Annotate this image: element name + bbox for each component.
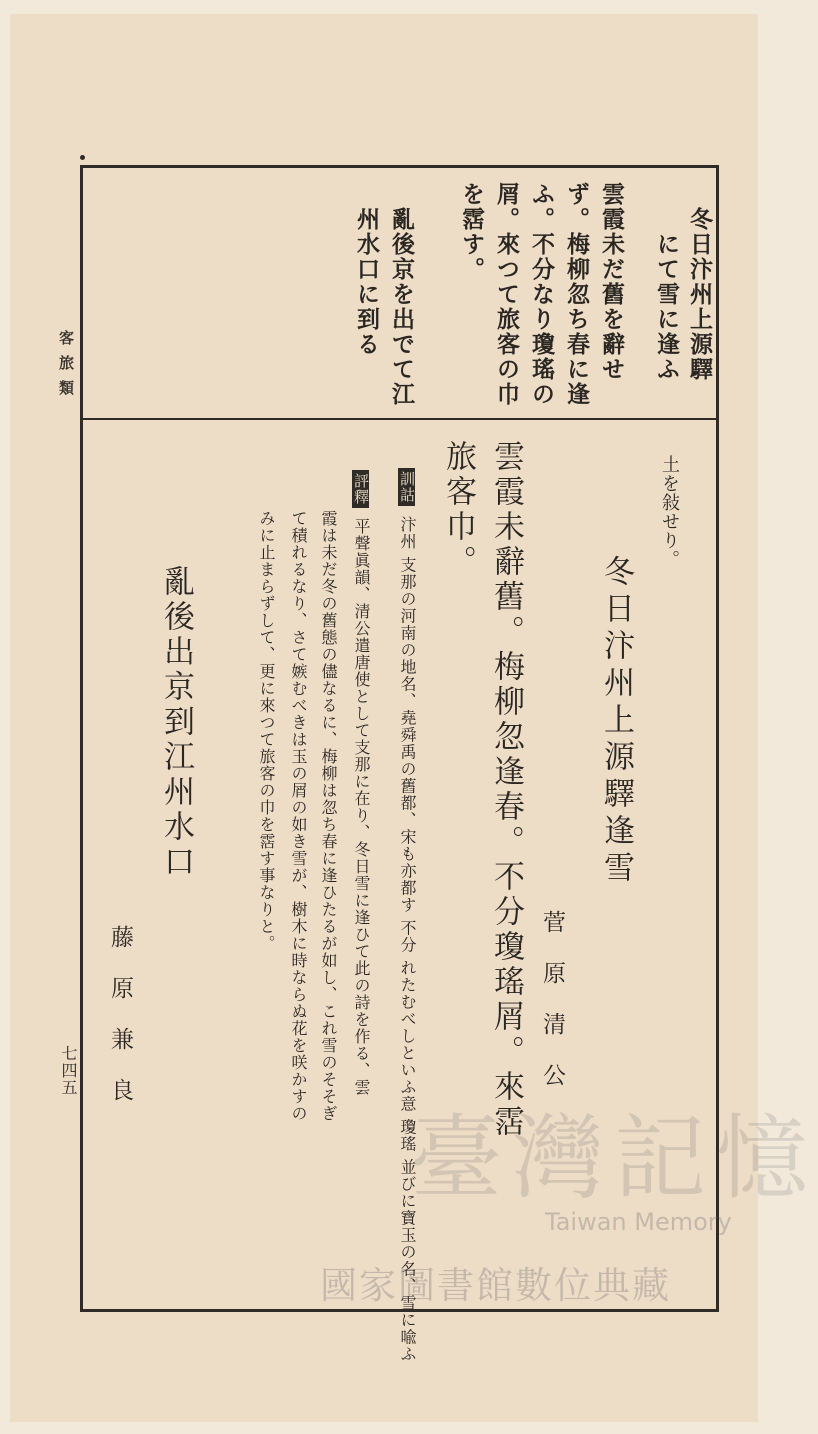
- poem1-verse-1: 雲霞未辭舊。梅柳忽逢春。不分瓊瑤屑。來霑: [488, 440, 524, 1140]
- upper-poem1-title-1: 冬日汴州上源驛: [686, 207, 713, 382]
- poem1-author: 菅原清公: [539, 910, 565, 1114]
- margin-dot: [80, 155, 85, 160]
- upper-poem2-title-1: 亂後京を出でて江: [388, 207, 415, 407]
- upper-poem1-line-3: ふ。不分なり瓊瑤の: [528, 182, 555, 407]
- side-header: 客旅類: [57, 330, 75, 405]
- watermark-english: Taiwan Memory: [545, 1208, 732, 1236]
- kundoku-label: 訓詁: [398, 468, 415, 506]
- hyoshaku-block: [352, 470, 369, 1096]
- upper-poem1-line-5: を霑す。: [458, 182, 485, 282]
- watermark-logo: 臺灣記憶: [410, 1105, 818, 1212]
- intro-line: 土を敍せり。: [659, 455, 680, 569]
- hyoshaku-line-3: て積れるなり、さて嫉むべきは玉の屑の如き雪が、樹木に時ならぬ花を咲かすの: [289, 510, 308, 1122]
- poem1-title: 冬日汴州上源驛逢雪: [598, 555, 634, 888]
- upper-poem2-title-2: 州水口に到る: [353, 207, 380, 357]
- page-number: 七四五: [59, 1045, 78, 1096]
- hyoshaku-line-2: 霞は未だ冬の舊態の儘なるに、梅柳は忽ち春に逢ひたるが如し、これ雪のそそぎ: [319, 510, 338, 1122]
- hyoshaku-label: 評釋: [352, 470, 369, 508]
- upper-poem1-line-4: 屑。來つて旅客の巾: [493, 182, 520, 407]
- frame-divider: [80, 418, 719, 420]
- poem2-title: 亂後出京到江州水口: [158, 565, 194, 880]
- kundoku-text: 汴州 支那の河南の地名、堯舜禹の舊都、宋も亦都す 不分 れたむべしといふ意 瓊瑤 並びに寶玉の名、雪に喩ふ: [398, 516, 417, 1363]
- poem2-author: 藤原兼良: [107, 925, 133, 1129]
- hyoshaku-line-4: みに止まらずして、更に來つて旅客の巾を霑す事なりと。: [257, 510, 276, 952]
- poem1-verse-2: 旅客巾。: [440, 440, 476, 580]
- watermark-library: 國家圖書館數位典藏: [320, 1264, 671, 1307]
- upper-poem1-line-1: 雲霞未だ舊を辭せ: [598, 182, 625, 382]
- hyoshaku-line-1: 平聲眞韻、清公遣唐使として支那に在り、冬日雪に逢ひて此の詩を作る、雲: [352, 518, 371, 1097]
- upper-poem1-line-2: ず。梅柳忽ち春に逢: [563, 182, 590, 407]
- upper-poem1-title-2: にて雪に逢ふ: [653, 232, 680, 382]
